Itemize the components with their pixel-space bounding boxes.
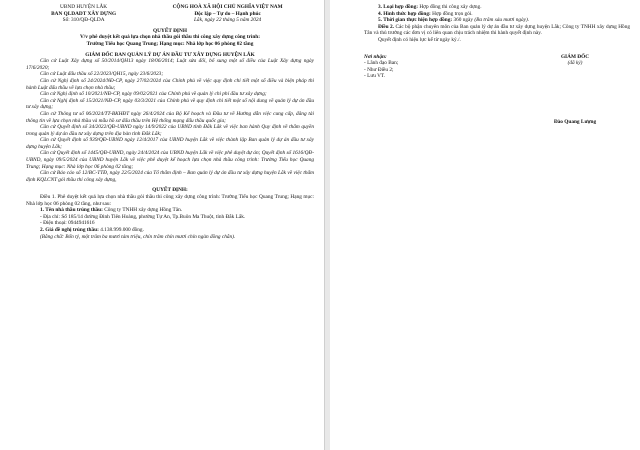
contract-type bbox=[364, 4, 630, 11]
signed-note: (đã ký) bbox=[567, 60, 583, 67]
issuing-agency bbox=[26, 4, 141, 24]
legal-basis: Căn cứ Nghị định số 10/2021/NĐ-CP, ngày 09/02/2021 của Chính phủ về quản lý chi phí đầu tư xây dựng; bbox=[40, 91, 267, 98]
legal-basis: Căn cứ Nghị định số 24/2024/NĐ-CP, ngày 27/02/2024 của Chính phủ về việc quy định chi tiết một số điều và biện pháp thi hành Luật đấu thầu về lựa chọn nhà thầu; bbox=[26, 77, 314, 91]
winning-contractor bbox=[26, 207, 314, 214]
winning-price-value: 4.138.999.000 đồng. bbox=[100, 227, 144, 233]
document-number: Số: 310/QĐ-QLDA bbox=[62, 17, 105, 24]
contractor-phone: - Điện thoại: 0944941616 bbox=[40, 220, 95, 227]
contract-duration bbox=[364, 17, 630, 24]
recipient-item: - Lưu VT. bbox=[364, 73, 386, 80]
article-2-text: Các bộ phận chuyên môn của Ban quản lý dự án đầu tư xây dựng huyện Lắk; Công ty TNHH xây dựng Hồng Tân và thủ trưởng các đơn vị có liên quan chịu trách nhiệm thi hành quyết định này. bbox=[364, 23, 630, 37]
winning-price bbox=[26, 227, 314, 234]
agency-line-2: BAN QLDADT XÂY DỰNG bbox=[51, 10, 117, 17]
document-title: QUYẾT ĐỊNH bbox=[153, 27, 187, 34]
signer-title: GIÁM ĐỐC bbox=[560, 53, 590, 60]
national-heading bbox=[141, 4, 314, 24]
contract-duration-label: 5. Thời gian thực hiện hợp đồng: bbox=[378, 17, 453, 24]
country-name: CỘNG HOÀ XÃ HỘI CHỦ NGHĨA VIỆT NAM bbox=[172, 4, 283, 10]
recipient-item: - Như Điều 2; bbox=[364, 66, 394, 73]
document-header bbox=[26, 4, 314, 24]
signature-block bbox=[364, 54, 630, 126]
recipients bbox=[364, 54, 484, 126]
motto: Độc lập – Tự do – Hạnh phúc bbox=[194, 10, 261, 17]
agency-line-1: UBND HUYỆN LẮK bbox=[60, 4, 108, 10]
recipient-item: - Lãnh đạo Ban; bbox=[364, 60, 399, 67]
contractor-address: - Địa chỉ: Số 185/14 đường Đinh Tiên Hoàng, phường Tự An, Tp.Buôn Ma Thuột, tỉnh Đắk Lắk. bbox=[40, 213, 246, 220]
legal-basis: Căn cứ Quyết định số 1445/QĐ-UBND, ngày 24/4/2024 của UBND huyện Lắk về việc phê duyệt dự án; Quyết định số 1616/QĐ-UBND, ngày 09/5/2024 của UBND huyện Lắk về việc phê duyệt kế hoạch lựa chọn nhà thầu công trình: Trường Tiểu học Quang Trung; Hạng mục: Nhà lớp học 06 phòng 02 tầng; bbox=[26, 150, 314, 170]
legal-basis: Căn cứ Nghị định số 15/2021/NĐ-CP, ngày 03/3/2021 của Chính phủ về quy định chi tiết một số nội dung về quản lý dự án đầu tư xây dựng; bbox=[26, 97, 314, 111]
authority-heading: GIÁM ĐỐC BAN QUẢN LÝ DỰ ÁN ĐẦU TƯ XÂY DỰNG HUYỆN LẮK bbox=[85, 51, 255, 58]
article-1: Điều 1. Phê duyệt kết quả lựa chọn nhà thầu gói thầu thi công xây dựng công trình: Trường Tiểu học Quang Trung; Hạng mục: Nhà lớp học 06 phòng 02 tầng, như sau: bbox=[26, 194, 314, 207]
contract-form-label: 4. Hình thức hợp đồng: bbox=[378, 10, 431, 17]
legal-basis: Căn cứ Quyết định số 939/QĐ-UBND ngày 12/4/2017 của UBND huyện Lắk về việc thành lập Ban quản lý dự án đầu tư xây dựng huyện Lắk; bbox=[26, 137, 314, 150]
place-date: Lắk, ngày 22 tháng 5 năm 2024 bbox=[193, 17, 262, 24]
legal-basis: Căn cứ Thông tư số 06/2024/TT-BKHĐT ngày 26/4/2024 của Bộ Kế hoạch và Đầu tư về Hướng dẫn việc cung cấp, đăng tải thông tin về lựa chọn nhà thầu và mẫu hồ sơ đấu thầu trên Hệ thống mạng đấu thầu quốc gia; bbox=[26, 110, 314, 124]
legal-basis: Căn cứ Luật Xây dựng số 50/2014/QH13 ngày 18/06/2014; Luật sửa đổi, bổ sung một số điều của Luật Xây dựng ngày 17/6/2020; bbox=[26, 58, 314, 71]
signer bbox=[520, 54, 630, 126]
subject-line-2: Trường Tiểu học Quang Trung; Hạng mục: Nhà lớp học 06 phòng 02 tầng bbox=[86, 40, 254, 47]
legal-basis: Căn cứ Luật đấu thầu số 22/2023/QH15, ngày 23/6/2023; bbox=[40, 71, 164, 78]
decision-title: QUYẾT ĐỊNH: bbox=[152, 187, 188, 194]
winning-contractor-value: Công ty TNHH xây dựng Hồng Tân. bbox=[104, 207, 183, 214]
winning-price-label: 2. Giá đề nghị trúng thầu: bbox=[40, 227, 99, 233]
legal-basis: Căn cứ Quyết định số 34/2022/QĐ-UBND ngày 14/9/2022 của UBND tỉnh Đắk Lắk về việc ban hành Quy định về thẩm quyền trong quản lý dự án đầu tư xây dựng trên địa bàn tỉnh Đắk Lắk; bbox=[26, 124, 314, 137]
document-page-2 bbox=[330, 0, 640, 450]
subject-line-1: V/v phê duyệt kết quả lựa chọn nhà thầu gói thầu thi công xây dựng công trình: bbox=[79, 34, 260, 41]
legal-basis: Căn cứ Báo cáo số 12/BC-TTĐ, ngày 22/5/2024 của Tổ thẩm định – Ban quản lý dự án đầu tư xây dựng huyện Lắk về việc thẩm định KQLCNT gói thầu thi công xây dựng, bbox=[26, 170, 314, 183]
contract-type-label: 3. Loại hợp đồng: bbox=[378, 4, 419, 10]
article-2-label: Điều 2. bbox=[378, 23, 395, 30]
contract-duration-value: 360 ngày bbox=[453, 17, 474, 24]
contract-duration-words: (Ba trăm sáu mươi ngày). bbox=[474, 17, 530, 24]
contract-type-value: Hợp đồng thi công xây dựng. bbox=[419, 4, 482, 10]
recipients-title: Nơi nhận: bbox=[364, 53, 387, 60]
effective-clause: Quyết định có hiệu lực kể từ ngày ký./. bbox=[378, 36, 461, 43]
contract-form-value: Hợp đồng trọn gói. bbox=[432, 10, 473, 17]
winning-price-in-words: (Bằng chữ: Bốn tỷ, một trăm ba mươi tám triệu, chín trăm chín mươi chín ngàn đồng chẵn). bbox=[40, 233, 236, 240]
article-2 bbox=[364, 24, 630, 37]
signer-name: Đào Quang Lượng bbox=[553, 118, 597, 125]
winning-contractor-label: 1. Tên nhà thầu trúng thầu: bbox=[40, 207, 103, 214]
